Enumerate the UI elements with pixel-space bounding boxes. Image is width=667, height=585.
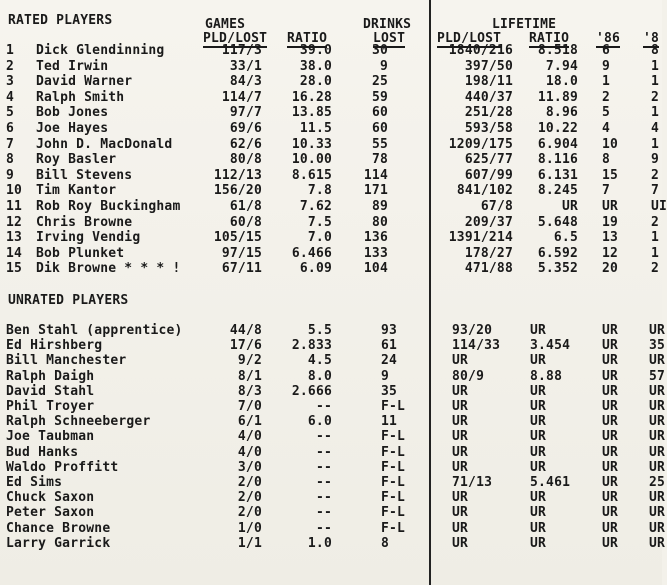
cell-name: Peter Saxon	[6, 505, 95, 521]
cell-name: Roy Basler	[36, 152, 117, 168]
cell-drinks: F-L	[381, 429, 406, 445]
cell-y87: 2	[651, 167, 660, 183]
cell-lt-ratio: 8.88	[530, 368, 563, 384]
cell-lt-pld: 841/102	[456, 183, 513, 199]
cell-name: Chuck Saxon	[6, 490, 95, 506]
cell-num: 15	[6, 261, 23, 277]
cell-y87: 1	[651, 105, 660, 121]
cell-pld: 114/7	[221, 89, 262, 105]
cell-num: 12	[6, 214, 23, 230]
cell-ratio: 39.0	[299, 43, 332, 58]
cell-ratio: 16.28	[291, 89, 332, 105]
cell-name: Ed Hirshberg	[6, 338, 103, 354]
cell-y87: UR	[649, 353, 666, 369]
cell-lt-pld: UR	[452, 383, 469, 399]
cell-lt-ratio: 11.89	[537, 89, 578, 105]
drinks-lost-heading: LOST	[373, 31, 406, 46]
cell-pld: 17/6	[229, 338, 262, 354]
games-heading: GAMES	[205, 17, 246, 32]
cell-y87: 1	[651, 245, 660, 261]
cell-name: Ralph Smith	[36, 89, 125, 105]
cell-drinks: 9	[379, 58, 388, 74]
cell-ratio: 7.62	[299, 199, 332, 214]
cell-pld: 67/11	[221, 261, 262, 277]
cell-name: Ralph Schneeberger	[6, 414, 151, 430]
cell-name: Joe Hayes	[36, 121, 109, 136]
cell-drinks: 55	[371, 136, 388, 152]
cell-y86: 15	[602, 167, 619, 183]
cell-lt-pld: 80/9	[452, 368, 485, 384]
cell-name: Larry Garrick	[6, 535, 111, 551]
cell-name: Chance Browne	[6, 520, 111, 536]
cell-ratio: 2.666	[291, 383, 332, 399]
cell-y87: UR	[649, 505, 666, 521]
cell-lt-ratio: 6.904	[537, 136, 578, 152]
cell-num: 11	[6, 199, 23, 214]
cell-drinks: 9	[381, 368, 390, 384]
cell-ratio: --	[315, 475, 332, 490]
cell-ratio: --	[315, 490, 332, 506]
cell-y87: 1	[651, 74, 660, 90]
cell-lt-ratio: UR	[561, 199, 578, 214]
cell-pld: 2/0	[237, 490, 262, 506]
cell-lt-pld: UR	[452, 353, 469, 369]
cell-pld: 62/6	[229, 136, 262, 152]
cell-pld: 97/15	[221, 245, 262, 261]
cell-lt-ratio: UR	[530, 490, 547, 506]
cell-y86: 9	[602, 58, 611, 74]
cell-ratio: 1.0	[307, 535, 332, 551]
cell-y87: 1	[651, 230, 660, 246]
cell-y87: UI	[651, 199, 667, 214]
cell-lt-ratio: 5.352	[537, 261, 578, 277]
cell-y86: UR	[602, 459, 619, 475]
cell-lt-pld: UR	[452, 444, 469, 460]
cell-drinks: F-L	[381, 505, 406, 521]
cell-lt-pld: 1209/175	[448, 136, 513, 152]
cell-y86: UR	[602, 505, 619, 521]
cell-y86: UR	[602, 368, 619, 384]
cell-num: 9	[6, 167, 15, 183]
cell-ratio: --	[315, 399, 332, 414]
cell-pld: 80/8	[229, 152, 262, 168]
cell-lt-ratio: 3.454	[530, 338, 571, 354]
cell-drinks: 104	[363, 261, 388, 277]
cell-y87: 35	[649, 338, 666, 354]
cell-lt-pld: UR	[452, 490, 469, 506]
cell-pld: 8/3	[237, 383, 262, 399]
cell-y86: UR	[602, 338, 619, 354]
unrated-players-heading: UNRATED PLAYERS	[8, 293, 129, 308]
cell-name: Bob Plunket	[36, 245, 125, 261]
cell-drinks: 133	[363, 245, 388, 261]
cell-y87: 7	[651, 183, 660, 199]
cell-lt-ratio: 8.96	[545, 105, 578, 121]
cell-y87: 4	[651, 121, 660, 136]
cell-y86: 1	[602, 74, 611, 90]
cell-y86: UR	[602, 399, 619, 414]
cell-name: Irving Vendig	[36, 230, 141, 246]
cell-y86: 13	[602, 230, 619, 246]
cell-lt-ratio: UR	[530, 383, 547, 399]
cell-y86: UR	[602, 429, 619, 445]
cell-lt-pld: 471/88	[464, 261, 513, 277]
cell-y86: UR	[602, 353, 619, 369]
cell-y86: 19	[602, 214, 619, 230]
cell-drinks: 171	[363, 183, 388, 199]
cell-drinks: 25	[371, 74, 388, 90]
cell-y86: 2	[602, 89, 611, 105]
cell-y87: 2	[651, 261, 660, 277]
cell-lt-ratio: UR	[530, 520, 547, 536]
cell-y86: UR	[602, 520, 619, 536]
cell-name: David Warner	[36, 74, 133, 90]
cell-y87: 2	[651, 89, 660, 105]
cell-y87: UR	[649, 459, 666, 475]
cell-y86: UR	[602, 475, 619, 490]
cell-num: 7	[6, 136, 15, 152]
cell-pld: 61/8	[229, 199, 262, 214]
cell-pld: 117/3	[221, 43, 262, 58]
cell-num: 2	[6, 58, 15, 74]
cell-drinks: 59	[371, 89, 388, 105]
cell-pld: 8/1	[237, 368, 262, 384]
cell-name: John D. MacDonald	[36, 136, 173, 152]
cell-pld: 69/6	[229, 121, 262, 136]
cell-name: Joe Taubman	[6, 429, 95, 445]
cell-drinks: 35	[381, 383, 398, 399]
cell-ratio: --	[315, 505, 332, 521]
cell-ratio: --	[315, 444, 332, 460]
cell-num: 8	[6, 152, 15, 168]
cell-pld: 97/7	[229, 105, 262, 121]
cell-name: Dik Browne * * * !	[36, 261, 181, 277]
lifetime-heading: LIFETIME	[492, 17, 557, 32]
cell-name: Ted Irwin	[36, 58, 109, 74]
cell-lt-pld: 397/50	[464, 58, 513, 74]
cell-num: 4	[6, 89, 15, 105]
cell-pld: 1/0	[237, 520, 262, 536]
cell-y87: 8	[651, 43, 660, 58]
cell-y87: 1	[651, 58, 660, 74]
cell-name: Ben Stahl (apprentice)	[6, 323, 183, 338]
cell-drinks: 78	[371, 152, 388, 168]
cell-pld: 84/3	[229, 74, 262, 90]
cell-ratio: 7.0	[307, 230, 332, 246]
cell-drinks: 11	[381, 414, 398, 430]
cell-pld: 1/1	[237, 535, 262, 551]
cell-name: David Stahl	[6, 383, 95, 399]
cell-drinks: 80	[371, 214, 388, 230]
cell-lt-pld: UR	[452, 414, 469, 430]
cell-lt-ratio: UR	[530, 459, 547, 475]
cell-y87: 1	[651, 136, 660, 152]
ratio-heading: RATIO	[287, 31, 328, 46]
cell-lt-pld: 178/27	[464, 245, 513, 261]
cell-lt-pld: 625/77	[464, 152, 513, 168]
cell-y86: 20	[602, 261, 619, 277]
cell-name: Ralph Daigh	[6, 368, 95, 384]
cell-ratio: 6.466	[291, 245, 332, 261]
cell-drinks: 60	[371, 121, 388, 136]
cell-name: Bill Manchester	[6, 353, 127, 369]
cell-pld: 4/0	[237, 444, 262, 460]
cell-y87: 57	[649, 368, 666, 384]
cell-drinks: 136	[363, 230, 388, 246]
cell-lt-pld: UR	[452, 520, 469, 536]
cell-drinks: 30	[371, 43, 388, 58]
cell-y87: UR	[649, 323, 666, 338]
cell-pld: 156/20	[213, 183, 262, 199]
cell-name: Waldo Proffitt	[6, 459, 119, 475]
cell-y87: UR	[649, 444, 666, 460]
cell-pld: 6/1	[237, 414, 262, 430]
cell-drinks: F-L	[381, 444, 406, 460]
cell-y86: 8	[602, 152, 611, 168]
cell-lt-pld: 114/33	[452, 338, 501, 354]
pld-lost-heading: PLD/LOST	[203, 31, 268, 46]
cell-lt-ratio: 8.518	[537, 43, 578, 58]
cell-pld: 2/0	[237, 505, 262, 521]
cell-y87: 9	[651, 152, 660, 168]
cell-lt-pld: UR	[452, 505, 469, 521]
cell-lt-ratio: 8.116	[537, 152, 578, 168]
cell-y87: UR	[649, 399, 666, 414]
cell-name: Phil Troyer	[6, 399, 95, 414]
cell-y87: UR	[649, 429, 666, 445]
cell-ratio: --	[315, 429, 332, 445]
lifetime-ratio-heading: RATIO	[529, 31, 570, 46]
cell-num: 14	[6, 245, 23, 261]
cell-drinks: 114	[363, 167, 388, 183]
cell-lt-ratio: UR	[530, 535, 547, 551]
cell-drinks: 24	[381, 353, 398, 369]
cell-ratio: 7.8	[307, 183, 332, 199]
cell-num: 3	[6, 74, 15, 90]
cell-y86: 10	[602, 136, 619, 152]
cell-ratio: 11.5	[299, 121, 332, 136]
cell-lt-pld: 440/37	[464, 89, 513, 105]
cell-lt-ratio: 5.648	[537, 214, 578, 230]
cell-lt-ratio: 6.5	[553, 230, 578, 246]
cell-lt-pld: UR	[452, 399, 469, 414]
cell-ratio: 7.5	[307, 214, 332, 230]
cell-drinks: 93	[381, 323, 398, 338]
cell-y87: UR	[649, 520, 666, 536]
cell-name: Rob Roy Buckingham	[36, 199, 181, 214]
cell-lt-ratio: UR	[530, 429, 547, 445]
cell-lt-pld: 67/8	[480, 199, 513, 214]
cell-name: Dick Glendinning	[36, 43, 165, 58]
cell-lt-pld: 1840/216	[448, 43, 513, 58]
cell-pld: 4/0	[237, 429, 262, 445]
drinks-heading: DRINKS	[363, 17, 412, 32]
cell-ratio: 6.09	[299, 261, 332, 277]
cell-name: Bill Stevens	[36, 167, 133, 183]
cell-lt-ratio: UR	[530, 444, 547, 460]
cell-drinks: F-L	[381, 475, 406, 490]
cell-y87: UR	[649, 490, 666, 506]
cell-lt-pld: 251/28	[464, 105, 513, 121]
cell-lt-pld: UR	[452, 459, 469, 475]
cell-ratio: 38.0	[299, 58, 332, 74]
cell-ratio: 8.0	[307, 368, 332, 384]
cell-y86: UR	[602, 444, 619, 460]
cell-pld: 7/0	[237, 399, 262, 414]
cell-y87: UR	[649, 414, 666, 430]
cell-lt-pld: UR	[452, 535, 469, 551]
cell-lt-ratio: UR	[530, 323, 547, 338]
cell-y87: UR	[649, 535, 666, 551]
lifetime-pld-lost-heading: PLD/LOST	[437, 31, 502, 46]
cell-y86: 5	[602, 105, 611, 121]
cell-num: 10	[6, 183, 23, 199]
cell-y86: UR	[602, 323, 619, 338]
cell-pld: 44/8	[229, 323, 262, 338]
cell-lt-ratio: 7.94	[545, 58, 578, 74]
cell-y87: 2	[651, 214, 660, 230]
year-87-heading: '8	[643, 31, 660, 46]
cell-name: Chris Browne	[36, 214, 133, 230]
cell-lt-pld: 93/20	[452, 323, 493, 338]
year-86-heading: '86	[596, 31, 621, 46]
cell-num: 13	[6, 230, 23, 246]
cell-drinks: F-L	[381, 520, 406, 536]
cell-y86: UR	[602, 490, 619, 506]
cell-lt-ratio: UR	[530, 414, 547, 430]
cell-y86: 4	[602, 121, 611, 136]
cell-pld: 112/13	[213, 167, 262, 183]
cell-y86: 12	[602, 245, 619, 261]
cell-lt-pld: 593/58	[464, 121, 513, 136]
cell-pld: 9/2	[237, 353, 262, 369]
cell-ratio: 13.85	[291, 105, 332, 121]
cell-num: 1	[6, 43, 15, 58]
cell-pld: 2/0	[237, 475, 262, 490]
rated-players-heading: RATED PLAYERS	[8, 13, 113, 28]
cell-ratio: 8.615	[291, 167, 332, 183]
cell-ratio: 5.5	[307, 323, 332, 338]
cell-drinks: F-L	[381, 399, 406, 414]
cell-name: Bud Hanks	[6, 444, 79, 460]
cell-lt-ratio: 6.592	[537, 245, 578, 261]
cell-drinks: F-L	[381, 459, 406, 475]
cell-ratio: 28.0	[299, 74, 332, 90]
cell-y86: 6	[602, 43, 611, 58]
cell-y87: UR	[649, 383, 666, 399]
cell-ratio: 10.00	[291, 152, 332, 168]
column-divider	[429, 0, 431, 585]
cell-name: Tim Kantor	[36, 183, 117, 199]
cell-drinks: 60	[371, 105, 388, 121]
cell-ratio: 4.5	[307, 353, 332, 369]
cell-y86: UR	[602, 535, 619, 551]
cell-lt-pld: 198/11	[464, 74, 513, 90]
cell-pld: 33/1	[229, 58, 262, 74]
cell-pld: 60/8	[229, 214, 262, 230]
cell-y86: UR	[602, 199, 619, 214]
cell-y87: 25	[649, 475, 666, 490]
cell-num: 6	[6, 121, 15, 136]
cell-lt-pld: UR	[452, 429, 469, 445]
cell-lt-ratio: 5.461	[530, 475, 571, 490]
cell-name: Bob Jones	[36, 105, 109, 121]
cell-ratio: 6.0	[307, 414, 332, 430]
cell-lt-ratio: 10.22	[537, 121, 578, 136]
cell-drinks: 61	[381, 338, 398, 354]
cell-ratio: 2.833	[291, 338, 332, 354]
cell-y86: UR	[602, 383, 619, 399]
cell-lt-ratio: 6.131	[537, 167, 578, 183]
cell-lt-ratio: UR	[530, 353, 547, 369]
cell-ratio: 10.33	[291, 136, 332, 152]
cell-num: 5	[6, 105, 15, 121]
cell-pld: 3/0	[237, 459, 262, 475]
cell-ratio: --	[315, 459, 332, 475]
cell-lt-pld: 1391/214	[448, 230, 513, 246]
cell-pld: 105/15	[213, 230, 262, 246]
cell-drinks: F-L	[381, 490, 406, 506]
cell-lt-ratio: 18.0	[545, 74, 578, 90]
cell-drinks: 89	[371, 199, 388, 214]
cell-lt-pld: 607/99	[464, 167, 513, 183]
cell-drinks: 8	[381, 535, 390, 551]
cell-lt-ratio: UR	[530, 399, 547, 414]
cell-lt-ratio: UR	[530, 505, 547, 521]
cell-name: Ed Sims	[6, 475, 63, 490]
cell-lt-pld: 71/13	[452, 475, 493, 490]
cell-y86: 7	[602, 183, 611, 199]
cell-lt-pld: 209/37	[464, 214, 513, 230]
cell-lt-ratio: 8.245	[537, 183, 578, 199]
cell-ratio: --	[315, 520, 332, 536]
cell-y86: UR	[602, 414, 619, 430]
